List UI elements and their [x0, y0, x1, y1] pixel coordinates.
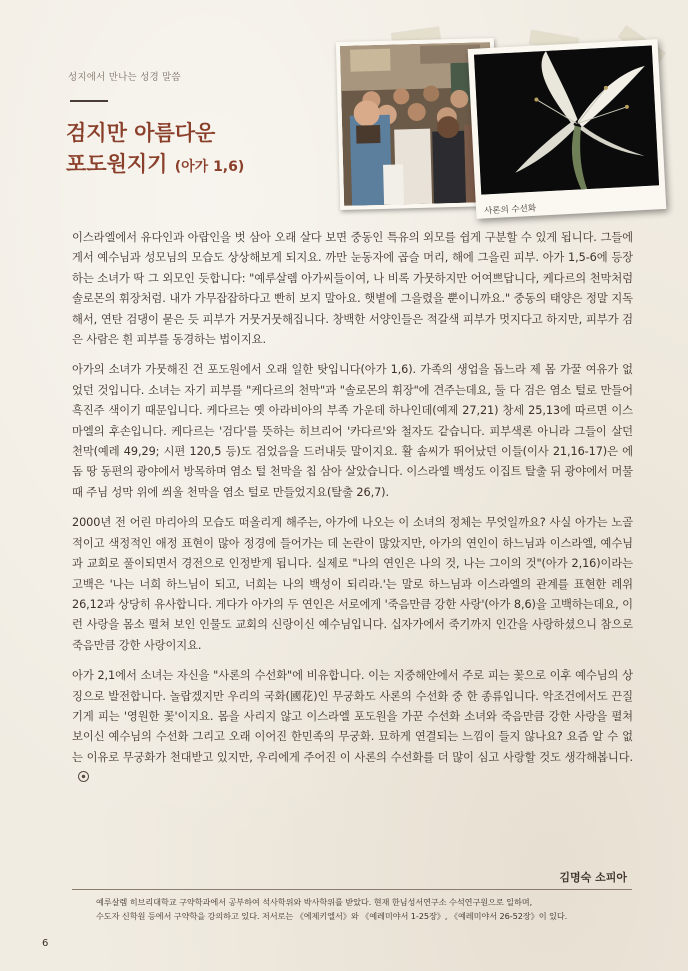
photo-white-lily-icon	[474, 45, 659, 194]
author-name: 김명숙 소피아	[559, 871, 627, 884]
paragraph-last	[72, 666, 633, 788]
section-label: 성지에서 만나는 성경 말씀	[68, 72, 181, 83]
page-title	[66, 118, 244, 183]
article-body	[72, 228, 633, 799]
paragraph: 아가의 소녀가 가뭇해진 건 포도원에서 오래 일한 탓입니다(아가 1,6). 가족의 생업을 돕느라 제 몸 가꿀 여유가 없었던 것입니다. 소녀는 자기 피부를 "케다르의 천막"과 "솔로몬의 휘장"에 견주는데요, 둘 다 검은 염소 털로 만들어 흑진주 색이기 때문입니다. 케다르는 옛 아라비아의 부족 가운데 하나인데(예제 27,21) 창세 25,13에 따르면 이스마엘의 후손입니다. 케다르는 '검다'를 뜻하는 히브리어 '카다르'와 철자도 같습니다. 피부색론 아니라 그들이 살던 천막(예레 49,29; 시편 120,5 등)도 검었음을 드러내듯 말이지요. 활 솜씨가 뛰어났던 이들(이사 21,16-17)은 에돔 땅 동편의 광야에서 방목하며 염소 털 천막을 칩 삼아 살았습니다. 이스라엘 백성도 이집트 탈출 뒤 광야에서 머물 때 주님 성막 위에 씌울 천막을 염소 털로 만들었지요(탈출 26,7).	[72, 363, 633, 499]
page-number: 6	[42, 938, 49, 949]
paragraph: 2000년 전 어린 마리아의 모습도 떠올리게 해주는, 아가에 나오는 이 소녀의 정체는 무엇일까요? 사실 아가는 노골적이고 색정적인 애정 표현이 많아 정경에 들어가는 데 논란이 많았지만, 아가의 연인이 하느님과 이스라엘, 예수님과 교회로 풀이되면서 경전으로 인정받게 됩니다. 실제로 "나의 연인은 나의 것, 나는 그이의 것"(아가 2,16)이라는 고백은 '나는 너희 하느님이 되고, 너희는 나의 백성이 되리라.'는 말로 하느님과 이스라엘의 관계를 표현한 레위 26,12과 상당히 유사합니다. 게다가 아가의 두 연인은 서로에게 '죽음만큼 강한 사랑'(아가 8,6)을 고백하는데요, 이런 사랑을 몸소 펼쳐 보인 인물도 교회의 신랑이신 예수님입니다. 십자가에서 죽기까지 인간을 사랑하셨으니 참으로 죽음만큼 강한 사랑이지요.	[72, 516, 633, 652]
title-main: 포도원지기	[66, 152, 168, 176]
lily-caption: 사론의 수선화	[483, 203, 537, 217]
bio-divider	[72, 889, 632, 890]
title-line-1: 검지만 아름다운	[66, 121, 216, 145]
title-rule	[70, 100, 108, 102]
title-reference: (아가 1,6)	[174, 159, 245, 175]
author-bio	[96, 895, 636, 923]
paragraph-text: 아가 2,1에서 소녀는 자신을 "사론의 수선화"에 비유합니다. 이는 지중해안에서 주로 피는 꽃으로 이후 예수님의 상징으로 발전합니다. 놀랍겠지만 우리의 국화(國花)인 무궁화도 사론의 수선화 중 한 종류입니다. 악조건에서도 끈질기게 피는 '영원한 꽃'이지요. 몸을 사리지 않고 이스라엘 포도원을 가꾼 수선화 소녀와 죽음만큼 강한 사랑을 펼쳐 보이신 예수님의 수선화 그리고 오래 이어진 한민족의 무궁화. 묘하게 연결되는 느낌이 들지 않나요? 요즘 알 수 없는 이유로 무궁화가 천대받고 있지만, 우리에게 주어진 이 사론의 수선화를 더 많이 심고 사랑할 것도 생각해봅니다.	[72, 669, 633, 764]
bio-line-1: 예루살렘 히브리대학교 구약학과에서 공부하여 석사학위와 박사학위를 받았다. 현재 한님성서연구소 수석연구원으로 일하며,	[96, 897, 533, 907]
end-mark-icon	[78, 771, 89, 782]
lily-photo	[468, 39, 667, 219]
bio-line-2: 수도자 신학원 등에서 구약학을 강의하고 있다. 저서로는 《에제키엘서》와 《예레미야서 1-25장》, 《예레미야서 26-52장》이 있다.	[96, 911, 568, 921]
paragraph: 이스라엘에서 유다인과 아랍인을 벗 삼아 오래 살다 보면 중동인 특유의 외모를 쉽게 구분할 수 있게 됩니다. 그들에게서 예수님과 성모님의 모습도 상상해보게 되지요. 까만 눈동자에 곱슬 머리, 해에 그을린 피부. 아가 1,5-6에 등장하는 소녀가 딱 그 외모인 듯합니다: "예루살렘 아가씨들이여, 나 비록 가뭇하지만 어여쁘답니다, 케다르의 천막처럼 솔로몬의 휘장처럼. 내가 가무잡잡하다고 빤히 보지 말아요. 햇볕에 그을렸을 뿐이니까요." 중동의 태양은 정말 지독해서, 연탄 검댕이 묻은 듯 피부가 거뭇거뭇해집니다. 창백한 서양인들은 적갈색 피부가 멋지다고 하지만, 피부가 검은 사람은 흰 피부를 동경하는 법이지요.	[72, 231, 633, 347]
title-line-2	[66, 149, 244, 183]
